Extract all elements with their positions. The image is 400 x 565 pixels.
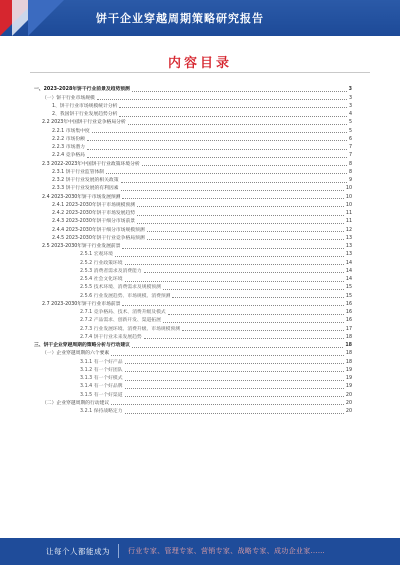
toc-entry[interactable] <box>34 234 352 242</box>
toc-entry-label: 2.4.3 2023-2030年饼干细分市场前景 <box>52 219 136 225</box>
toc-entry-page: 3 <box>348 95 352 101</box>
toc-entry[interactable] <box>34 126 352 134</box>
dot-leader <box>111 355 344 356</box>
toc-entry-page: 18 <box>345 351 352 357</box>
dot-leader <box>125 281 344 282</box>
toc-entry-page: 18 <box>345 359 352 365</box>
toc-entry[interactable] <box>34 184 352 192</box>
toc-entry-page: 14 <box>345 277 352 282</box>
toc-entry-page: 14 <box>345 260 352 266</box>
toc-entry-label: 2.2 2023年中国饼干行业竞争格局分析 <box>42 120 126 126</box>
dot-leader <box>87 157 347 158</box>
dot-leader <box>125 363 344 364</box>
toc-entry-page: 12 <box>345 227 352 233</box>
dot-leader <box>132 347 343 348</box>
toc-entry-page: 5 <box>348 120 352 126</box>
toc-entry-label: 2.4 2023-2030年饼干市场发展预测 <box>42 194 121 200</box>
toc-entry-page: 15 <box>345 285 352 291</box>
toc-entry-page: 10 <box>345 194 352 200</box>
footer-tagline: 行业专家、管理专家、营销专家、战略专家、成功企业家…… <box>128 547 326 555</box>
toc-entry[interactable] <box>34 374 352 382</box>
toc-entry-label: 3.1.1 有一个好产品 <box>80 359 123 365</box>
toc-entry[interactable] <box>34 382 352 390</box>
dot-leader <box>163 322 344 323</box>
toc-entry[interactable] <box>34 399 352 407</box>
toc-entry[interactable] <box>34 308 352 316</box>
dot-leader <box>125 413 344 414</box>
toc-entry-label: 2.4.1 2023-2030年饼干市场规模预测 <box>52 202 136 208</box>
dot-leader <box>106 173 347 174</box>
dot-leader <box>125 371 344 372</box>
toc-entry-page: 19 <box>345 376 352 381</box>
toc-entry-page: 6 <box>348 136 352 142</box>
toc-entry-page: 3 <box>348 87 352 93</box>
toc-entry-page: 14 <box>345 268 352 274</box>
toc-entry-page: 10 <box>345 186 352 192</box>
toc-entry-page: 20 <box>345 400 352 406</box>
footer-slogan: 让每个人都能成为 <box>46 547 110 556</box>
footer-divider <box>118 544 119 558</box>
toc-entry[interactable] <box>34 225 352 233</box>
toc-entry-label: 2、我国饼干行业发展趋势分析 <box>52 112 118 117</box>
toc-entry[interactable] <box>34 357 352 365</box>
dot-leader <box>122 198 343 199</box>
dot-leader <box>137 223 344 224</box>
toc-entry-label: 1、饼干行业市场规模统计分析 <box>52 103 118 109</box>
dot-leader <box>163 289 344 290</box>
dot-leader <box>111 404 344 405</box>
toc-entry-label: （二）企业穿越周期的行动建议 <box>42 400 110 406</box>
toc-entry[interactable] <box>34 192 352 200</box>
toc-entry-page: 10 <box>345 202 352 208</box>
toc-entry[interactable] <box>34 168 352 176</box>
toc-entry[interactable] <box>34 267 352 275</box>
toc-entry-label: 三、饼干企业穿越周期的策略分析与行动建议 <box>34 343 130 348</box>
toc-entry-label: 2.3.1 饼干行业监管体制 <box>52 169 105 175</box>
dot-leader <box>137 215 344 216</box>
toc-entry-page: 16 <box>345 301 352 307</box>
dot-leader <box>125 396 344 397</box>
dot-leader <box>87 149 347 150</box>
toc-entry-label: 2.2.3 市场潜力 <box>52 145 85 150</box>
toc-entry[interactable] <box>34 85 352 93</box>
header-decoration <box>0 0 80 36</box>
toc-entry-page: 11 <box>345 219 352 225</box>
toc-entry-label: 2.2.4 竞争格局 <box>52 153 85 159</box>
toc-entry-page: 19 <box>345 384 352 390</box>
dot-leader <box>119 116 347 117</box>
toc-entry-label: （一）饼干行业市场规模 <box>42 95 95 101</box>
toc-entry-label: 2.5.4 社会文化环境 <box>80 277 123 282</box>
dot-leader <box>132 91 347 92</box>
dot-leader <box>182 330 344 331</box>
toc-entry-label: （一）企业穿越周期的六个要素 <box>42 351 110 357</box>
toc-entry[interactable] <box>34 291 352 299</box>
toc-entry-label: 2.3.2 饼干行业发展的相关政策 <box>52 178 119 183</box>
toc-entry[interactable] <box>34 300 352 308</box>
toc-entry[interactable] <box>34 258 352 266</box>
page-header <box>0 0 400 36</box>
dot-leader <box>147 231 344 232</box>
toc-entry[interactable] <box>34 349 352 357</box>
toc-entry-label: 2.7.2 产品需求、创新开发、渠道拓展 <box>80 318 161 324</box>
toc-entry-page: 16 <box>345 318 352 324</box>
toc-entry-page: 18 <box>345 343 352 348</box>
dot-leader <box>125 388 344 389</box>
toc-entry-label: 2.7.3 行业发展环境、消费升级、市场规模预测 <box>80 326 181 332</box>
toc-entry-label: 2.2.1 市场集中度 <box>52 128 90 134</box>
toc-entry-label: 2.5.2 行业政策环境 <box>80 260 123 266</box>
toc-entry-page: 13 <box>345 252 352 258</box>
table-of-contents <box>34 85 352 415</box>
toc-entry[interactable] <box>34 250 352 258</box>
toc-entry[interactable] <box>34 283 352 291</box>
toc-entry[interactable] <box>34 390 352 398</box>
toc-entry-page: 18 <box>345 334 352 340</box>
toc-entry[interactable] <box>34 275 352 283</box>
dot-leader <box>137 206 344 207</box>
toc-entry-label: 2.5 2023-2030年饼干行业发展前景 <box>42 244 121 249</box>
toc-entry[interactable] <box>34 118 352 126</box>
toc-entry[interactable] <box>34 333 352 341</box>
toc-entry[interactable] <box>34 159 352 167</box>
dot-leader <box>144 272 344 273</box>
dot-leader <box>128 124 347 125</box>
dot-leader <box>125 380 344 381</box>
toc-entry-page: 7 <box>348 153 352 159</box>
toc-entry-page: 5 <box>348 128 352 134</box>
toc-entry[interactable] <box>34 217 352 225</box>
dot-leader <box>121 190 344 191</box>
toc-entry-page: 16 <box>345 310 352 315</box>
dot-leader <box>92 132 347 133</box>
toc-entry[interactable] <box>34 209 352 217</box>
dot-leader <box>119 107 347 108</box>
toc-entry-page: 9 <box>348 178 352 183</box>
toc-entry-page: 17 <box>345 326 352 332</box>
dot-leader <box>122 248 343 249</box>
toc-entry[interactable] <box>34 366 352 374</box>
toc-entry[interactable] <box>34 176 352 184</box>
dot-leader <box>115 256 344 257</box>
dot-leader <box>87 140 347 141</box>
toc-entry-page: 20 <box>345 409 352 414</box>
toc-entry[interactable] <box>34 110 352 118</box>
dot-leader <box>125 264 344 265</box>
toc-entry[interactable] <box>34 93 352 101</box>
toc-entry-page: 3 <box>348 103 352 109</box>
toc-entry[interactable] <box>34 407 352 415</box>
toc-entry-label: 2.5.5 技术环境、消费需求及规模预测 <box>80 285 161 291</box>
toc-entry-label: 2.7.4 饼干行业未来发展趋势 <box>80 334 142 340</box>
toc-entry-label: 一、2023-2028年饼干行业前景及趋势预测 <box>34 87 130 93</box>
toc-entry[interactable] <box>34 201 352 209</box>
toc-entry-page: 8 <box>348 161 352 167</box>
toc-entry-page: 4 <box>348 112 352 117</box>
toc-heading: 内容目录 <box>167 56 232 71</box>
toc-entry-label: 2.4.2 2023-2030年饼干市场发展趋势 <box>52 211 136 216</box>
dot-leader <box>97 99 347 100</box>
toc-entry-page: 13 <box>345 244 352 249</box>
toc-entry-page: 20 <box>345 392 352 398</box>
toc-entry-page: 7 <box>348 145 352 150</box>
toc-entry-label: 2.4.4 2023-2030年饼干细分市场规模预测 <box>52 227 145 233</box>
dot-leader <box>168 314 344 315</box>
toc-entry-label: 2.4.5 2023-2030年饼干行业竞争格局预测 <box>52 235 145 241</box>
toc-entry[interactable] <box>34 102 352 110</box>
toc-entry-label: 2.5.3 消费者需求及消费能力 <box>80 268 142 274</box>
toc-entry[interactable] <box>34 151 352 159</box>
dot-leader <box>121 182 347 183</box>
toc-entry-label: 2.2.2 市场份额 <box>52 136 85 142</box>
toc-entry[interactable] <box>34 316 352 324</box>
toc-entry-page: 13 <box>345 235 352 241</box>
toc-entry-label: 2.5.6 行业发展趋势、市场规模、消费预测 <box>80 293 171 299</box>
toc-entry[interactable] <box>34 324 352 332</box>
dot-leader <box>122 305 343 306</box>
toc-entry-label: 3.1.4 有一个好品牌 <box>80 384 123 390</box>
dot-leader <box>172 297 343 298</box>
toc-entry-label: 2.7.1 竞争格局、技术、消费升级及模式 <box>80 310 166 315</box>
dot-leader <box>144 338 344 339</box>
toc-entry-label: 2.3.3 饼干行业发展的有利因素 <box>52 186 119 192</box>
toc-entry-page: 15 <box>345 293 352 299</box>
toc-entry[interactable] <box>34 341 352 349</box>
toc-entry-label: 3.1.3 有一个好模式 <box>80 376 123 381</box>
toc-entry[interactable] <box>34 143 352 151</box>
toc-entry-label: 3.2.1 保持战略定力 <box>80 409 123 414</box>
dot-leader <box>142 165 347 166</box>
toc-entry[interactable] <box>34 135 352 143</box>
toc-divider <box>30 72 370 73</box>
page-footer <box>0 538 400 565</box>
toc-entry-label: 2.7 2023-2030年饼干行业市场前景 <box>42 301 121 307</box>
toc-entry-page: 11 <box>345 211 352 216</box>
toc-entry-page: 19 <box>345 367 352 373</box>
toc-entry-label: 2.3 2022-2023年中国饼干行业政策环境分析 <box>42 161 140 167</box>
toc-entry-label: 2.5.1 宏观环境 <box>80 252 113 258</box>
toc-entry-label: 3.1.5 有一个好渠道 <box>80 392 123 398</box>
dot-leader <box>147 239 344 240</box>
toc-entry-label: 3.1.2 有一个好团队 <box>80 367 123 373</box>
toc-entry[interactable] <box>34 242 352 250</box>
report-title: 饼干企业穿越周期策略研究报告 <box>96 12 264 25</box>
toc-entry-page: 8 <box>348 169 352 175</box>
